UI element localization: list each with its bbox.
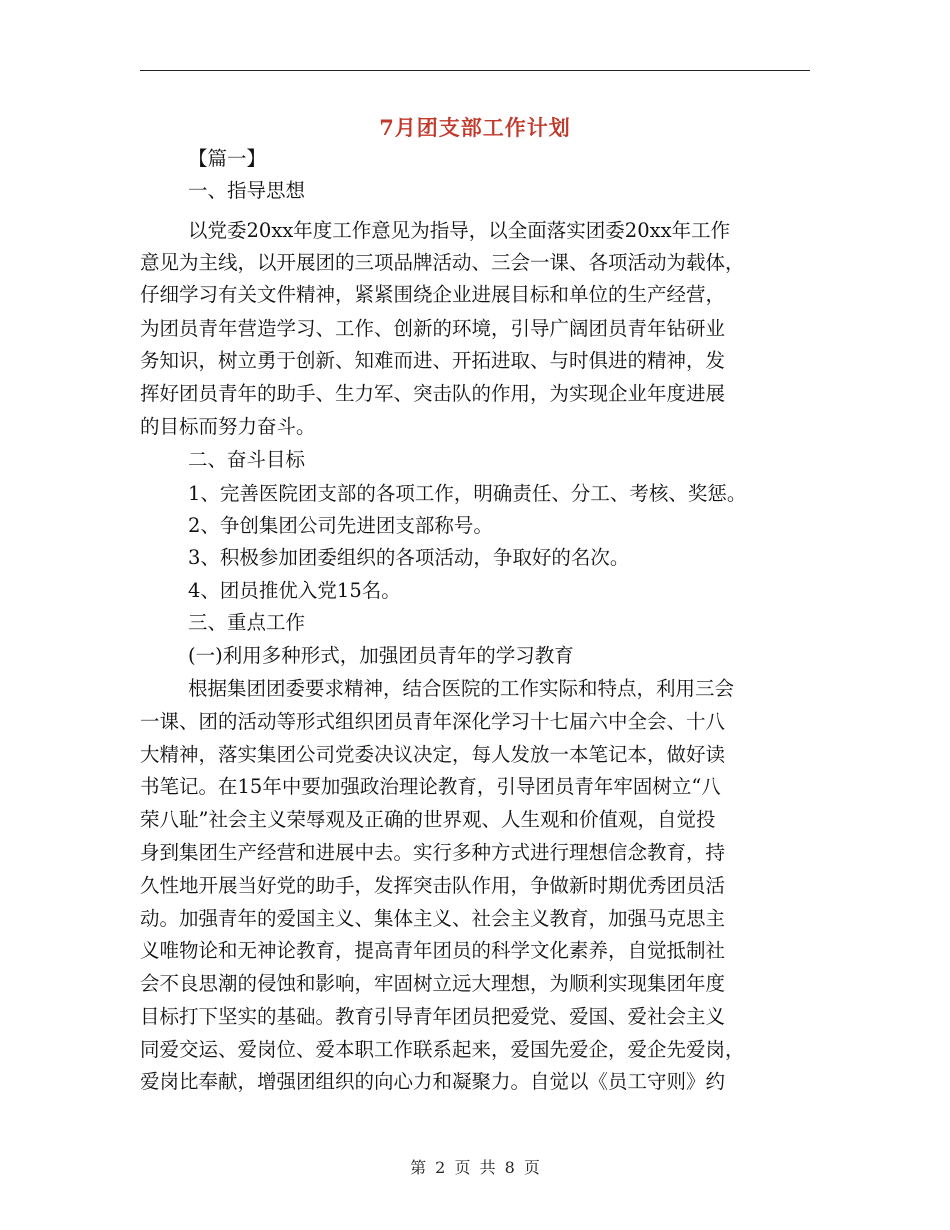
list-item: 4、团员推优入党15名。 xyxy=(188,579,401,602)
paragraph-line: 荣八耻”社会主义荣辱观及正确的世界观、人生观和价值观，自觉投 xyxy=(140,808,716,831)
paragraph-line: 为团员青年营造学习、工作、创新的环境，引导广阔团员青年钻研业 xyxy=(140,317,726,340)
paragraph-line: 意见为主线，以开展团的三项品牌活动、三会一课、各项活动为载体， xyxy=(140,251,745,274)
paragraph-line: 同爱交运、爱岗位、爱本职工作联系起来，爱国先爱企，爱企先爱岗， xyxy=(140,1038,745,1061)
heading-goals: 二、奋斗目标 xyxy=(188,448,306,471)
paragraph-line: 以党委20xx年度工作意见为指导，以全面落实团委20xx年工作 xyxy=(188,219,731,242)
paragraph-line: 书笔记。在15年中要加强政治理论教育，引导团员青年牢固树立“八 xyxy=(140,775,721,798)
paragraph-line: 动。加强青年的爱国主义、集体主义、社会主义教育，加强马克思主 xyxy=(140,907,726,930)
header-rule xyxy=(140,70,810,71)
list-item: 1、完善医院团支部的各项工作，明确责任、分工、考核、奖惩。 xyxy=(188,482,747,505)
heading-guiding-thought: 一、指导思想 xyxy=(188,179,306,202)
paragraph-line: 根据集团团委要求精神，结合医院的工作实际和特点，利用三会 xyxy=(188,677,735,700)
paragraph-line: 爱岗比奉献，增强团组织的向心力和凝聚力。自觉以《员工守则》约 xyxy=(140,1070,726,1093)
paragraph-line: 久性地开展当好党的助手，发挥突击队作用，争做新时期优秀团员活 xyxy=(140,874,726,897)
paragraph-line: 挥好团员青年的助手、生力军、突击队的作用，为实现企业年度进展 xyxy=(140,382,726,405)
paragraph-line: 会不良思潮的侵蚀和影响，牢固树立远大理想，为顺利实现集团年度 xyxy=(140,972,726,995)
heading-key-work: 三、重点工作 xyxy=(188,611,306,634)
paragraph-line: 一课、团的活动等形式组织团员青年深化学习十七届六中全会、十八 xyxy=(140,710,726,733)
list-item: 2、争创集团公司先进团支部称号。 xyxy=(188,514,493,537)
paragraph-line: 身到集团生产经营和进展中去。实行多种方式进行理想信念教育，持 xyxy=(140,841,726,864)
paragraph-line: 目标打下坚实的基础。教育引导青年团员把爱党、爱国、爱社会主义 xyxy=(140,1005,726,1028)
list-item: 3、积极参加团委组织的各项活动，争取好的名次。 xyxy=(188,546,630,569)
section-label-part-one: 【篇一】 xyxy=(188,147,267,170)
subheading-study-education: (一)利用多种形式，加强团员青年的学习教育 xyxy=(188,644,574,667)
paragraph-line: 大精神，落实集团公司党委决议决定，每人发放一本笔记本，做好读 xyxy=(140,743,726,766)
document-title: 7月团支部工作计划 xyxy=(379,115,571,140)
paragraph-line: 务知识，树立勇于创新、知难而进、开拓进取、与时俱进的精神，发 xyxy=(140,349,726,372)
paragraph-line: 仔细学习有关文件精神，紧紧围绕企业进展目标和单位的生产经营， xyxy=(140,283,726,306)
page-number-footer: 第 2 页 共 8 页 xyxy=(410,1158,540,1177)
paragraph-line: 义唯物论和无神论教育，提高青年团员的科学文化素养，自觉抵制社 xyxy=(140,939,726,962)
paragraph-line: 的目标而努力奋斗。 xyxy=(140,415,316,438)
